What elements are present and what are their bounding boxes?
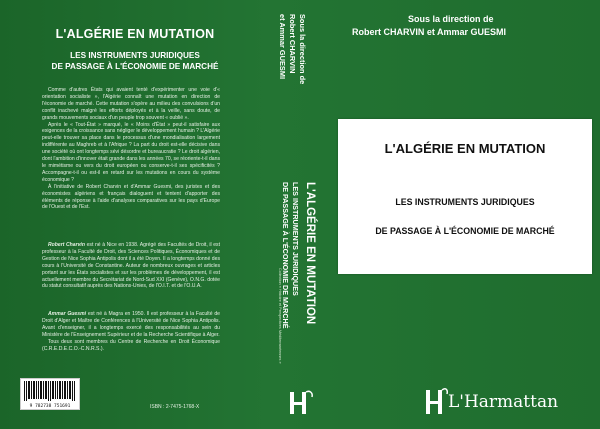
barcode-digits: 9 782738 751691 (29, 404, 71, 409)
back-subtitle (30, 50, 240, 72)
blurb-paragraph-3: À l'initiative de Robert Charvin et d'Ammar Guesmi, des juristes et des économistes algériens et français dialoguent et tentent d'apporter des éléments de réponse à l'aide d'analyses comparatives sur les pays d'Europe de l'Ouest et de l'Est. (42, 183, 220, 211)
front-cover (326, 0, 600, 429)
front-editors-prefix: Sous la direction de (408, 14, 494, 24)
isbn-row (20, 374, 260, 414)
author2-bio: est né à Magra en 1950. Il est professeur à la Faculté de Droit d'Alger et Maître de Conférences à l'Université de Nice Sophia Antipolis. Avant d'enseigner, il a longtemps exercé des responsabilités au sein du Ministère de l'Enseignement Supérieur et de la Recherche Scientifique à Alger. (42, 311, 221, 338)
authors-closing: Tous deux sont membres du Centre de Recherche en Droit Économique (C.R.E.D.E.C.O.-C.N.R.S.). (42, 338, 220, 352)
author2-name: Ammar Guesmi (48, 311, 87, 317)
author2-bio-block (42, 311, 220, 352)
author1-bio-block (42, 242, 220, 290)
back-blurb (42, 87, 220, 211)
back-subtitle-line-2: DE PASSAGE À L'ÉCONOMIE DE MARCHÉ (51, 62, 219, 71)
publisher-logo-icon (420, 384, 448, 416)
front-title: L'ALGÉRIE EN MUTATION (384, 141, 546, 156)
spine-title: L'ALGÉRIE EN MUTATION (304, 182, 316, 325)
front-subtitle-line-2: DE PASSAGE À L'ÉCONOMIE DE MARCHÉ (375, 226, 555, 236)
spine-subtitle-line-1: LES INSTRUMENTS JURIDIQUES (291, 182, 300, 296)
spine-editor2: et Ammar GUESMI (278, 14, 287, 80)
spine-publisher-logo-icon (280, 388, 316, 418)
spine-editor2-column (277, 0, 293, 429)
front-subtitle-line-1: LES INSTRUMENTS JURIDIQUES (395, 197, 535, 207)
back-subtitle-line-1: LES INSTRUMENTS JURIDIQUES (70, 51, 200, 60)
publisher-name: L'Harmattan (448, 392, 559, 412)
back-cover (0, 0, 270, 429)
back-title: L'ALGÉRIE EN MUTATION (55, 27, 215, 41)
author1-name: Robert Charvin (48, 242, 85, 248)
spine-small-print-text: Collection « Histoire et Perspectives Méditerranéennes » (278, 268, 282, 364)
blurb-paragraph-1: Comme d'autres États qui avaient tenté d'expérimenter une voie d'« orientation socialiste », l'Algérie connaît une mutation en direction de l'économie de marché. Cette mutation s'opère au milieu des convulsions d'un conflit inachevé malgré les efforts déployés et à la veille, sans doute, de grands mouvements sociaux d'un peuple trop souvent « oublié ». (42, 87, 220, 121)
blurb-paragraph-2: Après le « Tout-État » marqué, le « Moins d'État » peut-il satisfaire aux exigences de la croissance sans négliger le développement humain ? L'Algérie peut-elle trouver sa place dans le processus d'une mondialisation largement indifférente au Maghreb et à l'Afrique ? La part du droit est-elle décisive dans une société où ont longtemps sévi désordre et bureaucratie ? Le droit algérien, dont l'ambition d'innover était grande dans les années 70, se réoriente-t-il dans le mimétisme ou vers du droit européen ou conserve-t-il ses spécificités ? Accompagne-t-il ou est-il en retard sur les mutations en cours du système économique ? (42, 121, 220, 183)
publisher-block (420, 380, 590, 420)
barcode (20, 378, 80, 410)
front-editors: Robert CHARVIN et Ammar GUESMI (352, 27, 507, 37)
author1-bio: est né à Nice en 1938. Agrégé des Facultés de Droit, il est professeur à la Faculté de Droit, des Sciences Politiques, Économiques et de Gestion de Nice Sophia Antipolis dont il a été Doyen. Il a longtemps donné des cours à l'Université de Constantine. Auteur de nombreux ouvrages et articles portant sur les États socialistes et sur les problèmes de développement, il est actuellement membre du Secrétariat de Nord-Sud XXI (Genève), O.N.G. dotée du statut consultatif auprès des Nations-Unies, de l'O.I.T. et de l'O.U.A. (42, 242, 220, 290)
spine-editor1: Robert CHARVIN (288, 14, 297, 74)
isbn: ISBN : 2-7475-1768-X (150, 404, 200, 410)
spine-subtitle-line-2: DE PASSAGE À L'ÉCONOMIE DE MARCHÉ (281, 182, 290, 329)
title-panel (338, 119, 592, 274)
barcode-bars (24, 381, 76, 401)
spine (270, 0, 326, 429)
spine-editors-prefix: Sous la direction de (298, 14, 307, 85)
